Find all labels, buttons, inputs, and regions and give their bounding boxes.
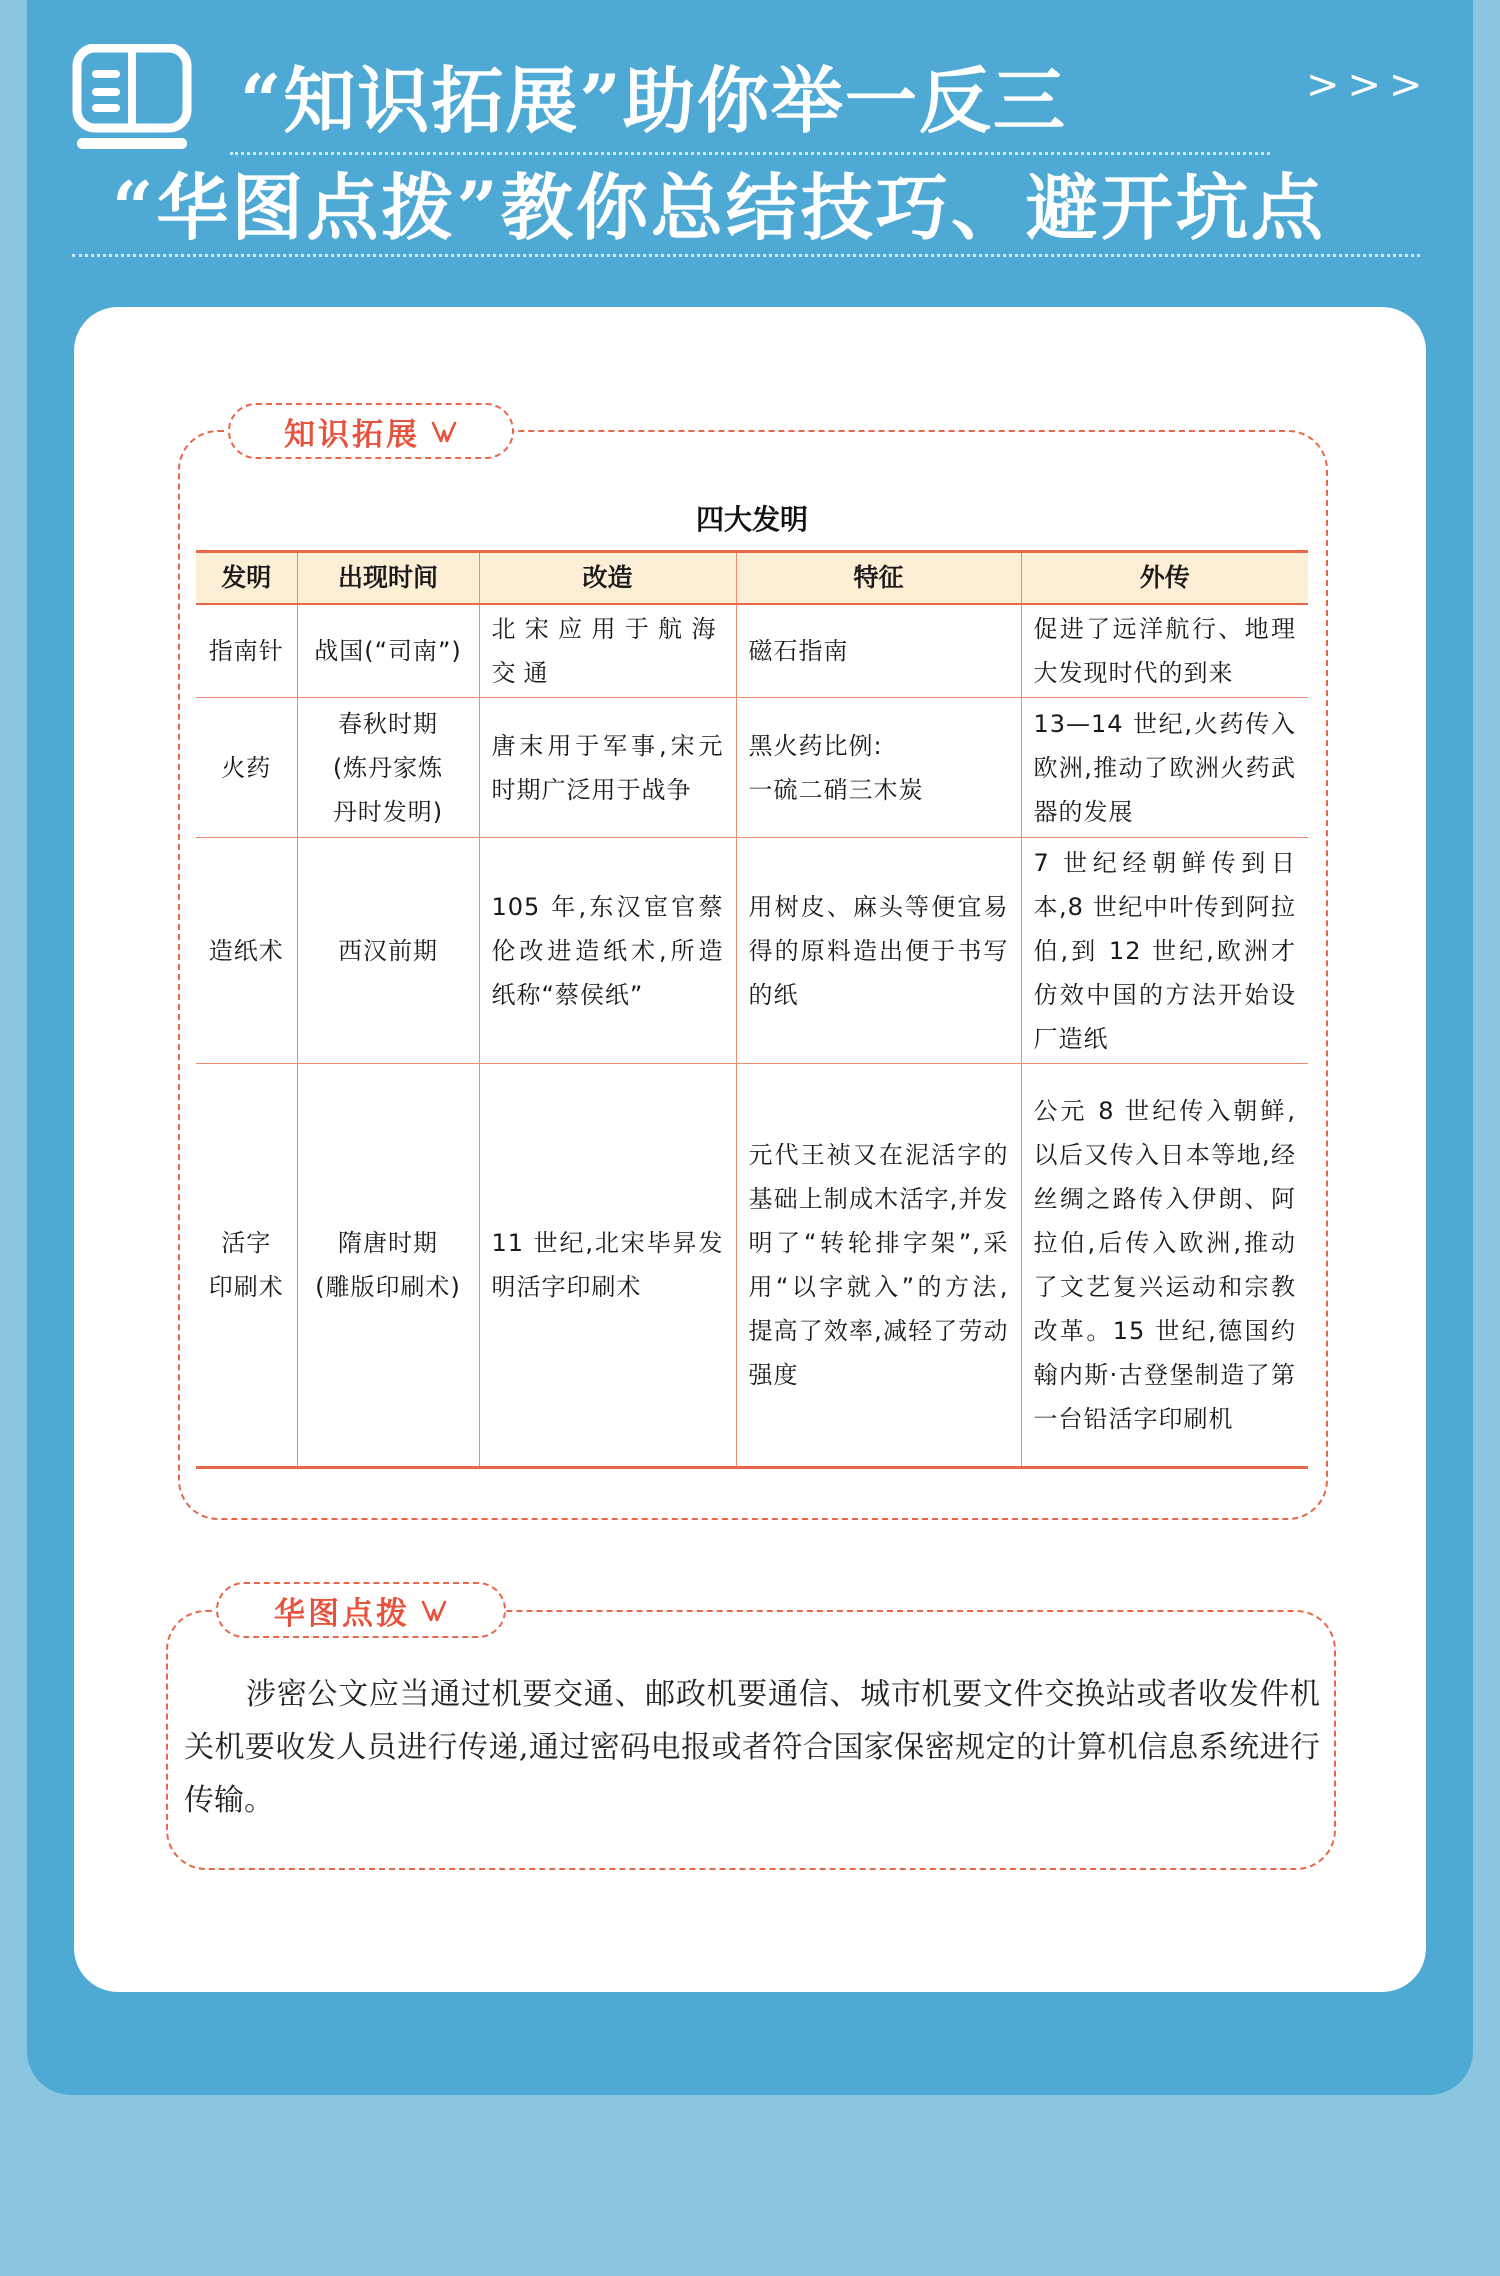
cell-improvement: 11 世纪,北宋毕昇发明活字印刷术 xyxy=(479,1064,736,1468)
cell-invention: 活字 印刷术 xyxy=(196,1064,297,1468)
col-invention: 发明 xyxy=(196,552,297,604)
cell-improvement: 唐末用于军事,宋元时期广泛用于战争 xyxy=(479,698,736,838)
table-row xyxy=(196,604,1308,698)
book-icon xyxy=(72,44,192,154)
table-header-row xyxy=(196,552,1308,604)
col-feature: 特征 xyxy=(736,552,1021,604)
cell-spread: 7 世纪经朝鲜传到日本,8 世纪中叶传到阿拉伯,到 12 世纪,欧洲才仿效中国的方法开始设厂造纸 xyxy=(1021,838,1308,1064)
table-row xyxy=(196,1064,1308,1468)
cell-time: 战国(“司南”) xyxy=(297,604,479,698)
divider-top xyxy=(230,152,1270,155)
cell-feature: 磁石指南 xyxy=(736,604,1021,698)
table-row xyxy=(196,698,1308,838)
cell-time: 西汉前期 xyxy=(297,838,479,1064)
knowledge-tag xyxy=(228,403,514,459)
col-spread: 外传 xyxy=(1021,552,1308,604)
cell-invention: 指南针 xyxy=(196,604,297,698)
swallow-icon xyxy=(420,1596,448,1624)
cell-invention: 造纸术 xyxy=(196,838,297,1064)
cell-time: 隋唐时期 (雕版印刷术) xyxy=(297,1064,479,1468)
cell-spread: 促进了远洋航行、地理大发现时代的到来 xyxy=(1021,604,1308,698)
tip-tag xyxy=(216,1582,506,1638)
cell-feature: 黑火药比例: 一硫二硝三木炭 xyxy=(736,698,1021,838)
tip-text: 涉密公文应当通过机要交通、邮政机要通信、城市机要文件交换站或者收发件机关机要收发人员进行传递,通过密码电报或者符合国家保密规定的计算机信息系统进行传输。 xyxy=(184,1677,1320,1818)
cell-invention: 火药 xyxy=(196,698,297,838)
knowledge-tag-label: 知识拓展 xyxy=(284,416,420,453)
cell-feature: 元代王祯又在泥活字的基础上制成木活字,并发明了“转轮排字架”,采用“以字就入”的方法,提高了效率,减轻了劳动强度 xyxy=(736,1064,1021,1468)
headline-tips: “华图点拨”教你总结技巧、避开坑点 xyxy=(112,165,1326,250)
headline-knowledge: “知识拓展”助你举一反三 xyxy=(240,58,1067,143)
inventions-table xyxy=(196,550,1308,1469)
table-title: 四大发明 xyxy=(695,503,808,536)
cell-time: 春秋时期 (炼丹家炼 丹时发明) xyxy=(297,698,479,838)
cell-spread: 13—14 世纪,火药传入欧洲,推动了欧洲火药武器的发展 xyxy=(1021,698,1308,838)
tip-tag-label: 华图点拨 xyxy=(274,1595,410,1632)
swallow-icon xyxy=(430,417,458,445)
divider-bottom xyxy=(72,254,1420,257)
cell-improvement: 北宋应用于航海交通 xyxy=(479,604,736,698)
table-row xyxy=(196,838,1308,1064)
more-arrows[interactable]: >>> xyxy=(1306,62,1431,108)
cell-feature: 用树皮、麻头等便宜易得的原料造出便于书写的纸 xyxy=(736,838,1021,1064)
cell-improvement: 105 年,东汉宦官蔡伦改进造纸术,所造纸称“蔡侯纸” xyxy=(479,838,736,1064)
cell-spread: 公元 8 世纪传入朝鲜,以后又传入日本等地,经丝绸之路传入伊朗、阿拉伯,后传入欧洲,推动了文艺复兴运动和宗教改革。15 世纪,德国约翰内斯·古登堡制造了第一台铅活字印刷机 xyxy=(1021,1064,1308,1468)
col-improvement: 改造 xyxy=(479,552,736,604)
col-time: 出现时间 xyxy=(297,552,479,604)
